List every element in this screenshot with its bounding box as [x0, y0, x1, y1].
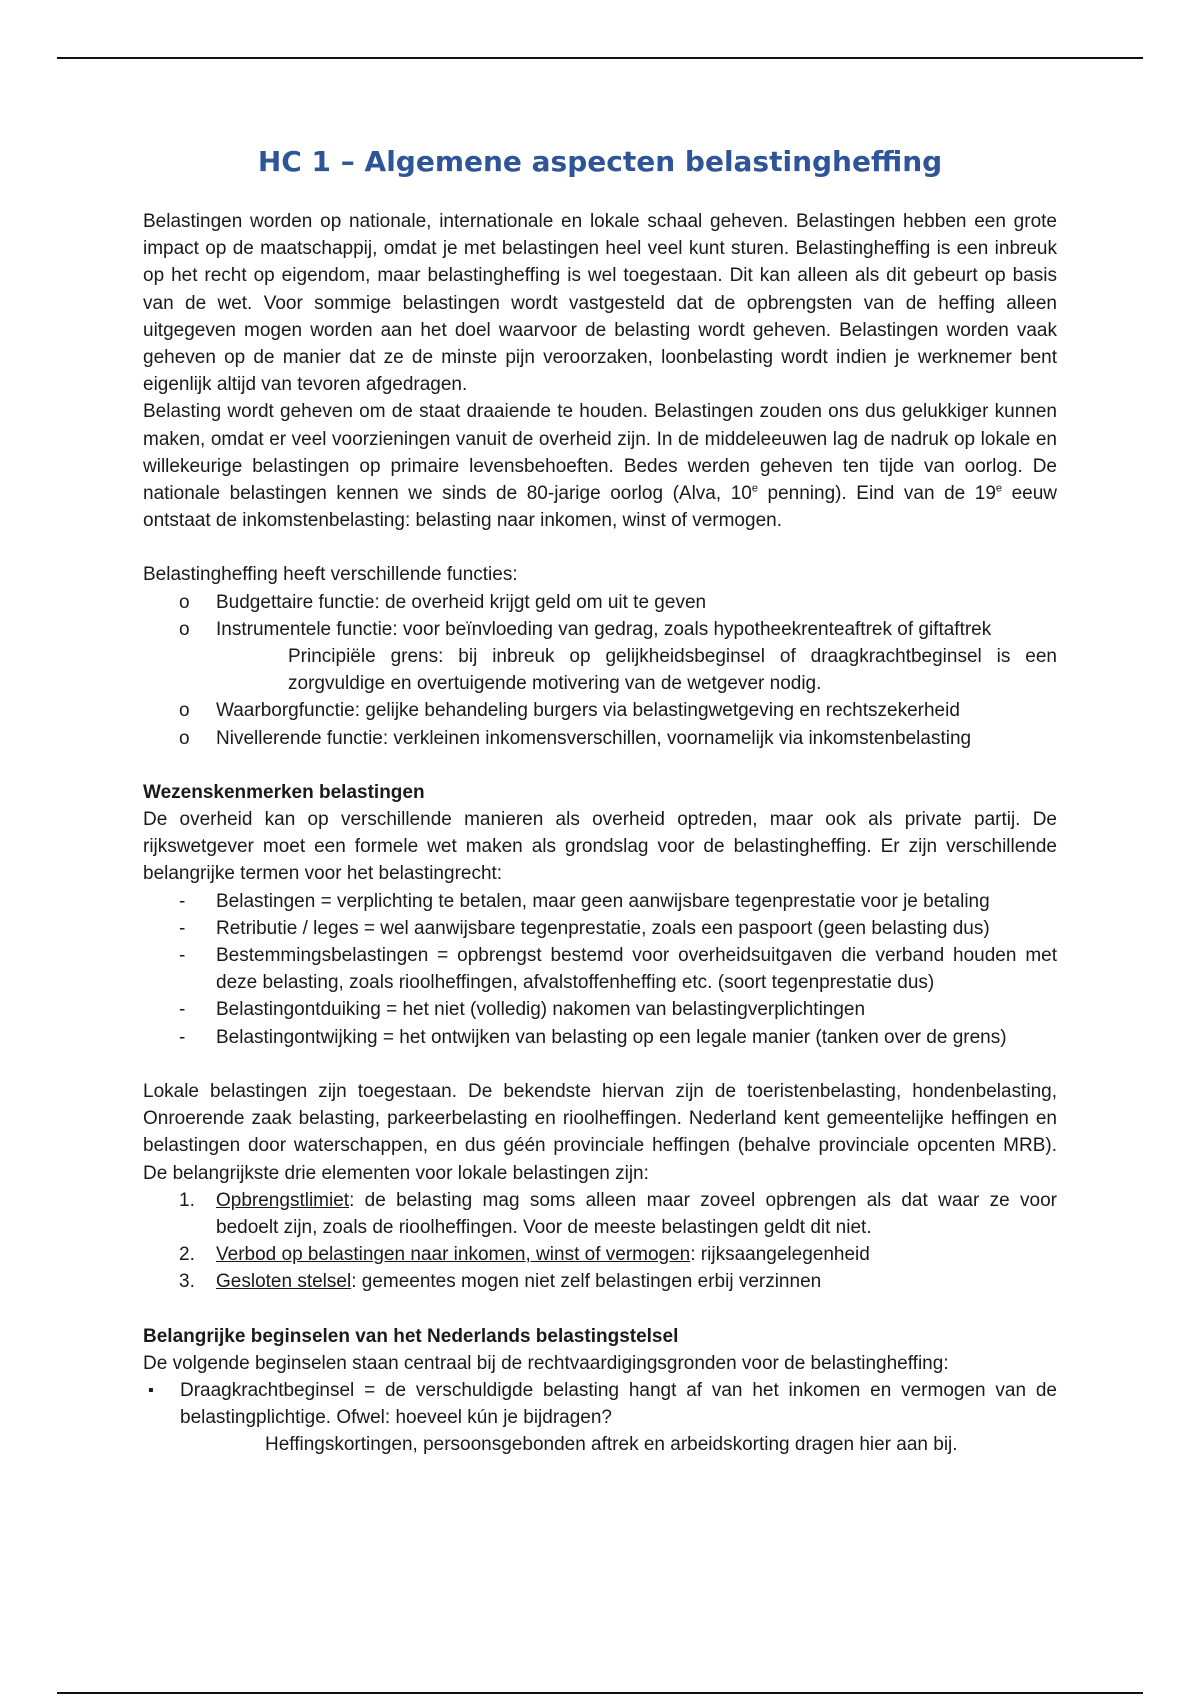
dash-bullet-icon: -: [179, 945, 186, 967]
intro-p2-text-3: eeuw ontstaat de inkomstenbelasting: belasting naar inkomen, winst of vermogen.: [143, 483, 1057, 532]
superscript-e: e: [751, 482, 758, 495]
list-item: o Budgettaire functie: de overheid krijgt geld om uit te geven: [143, 589, 1057, 616]
item-term: Gesloten stelsel: [216, 1271, 352, 1293]
sub-list-item: Heffingskortingen, persoonsgebonden aftrek en arbeidskorting dragen hier aan bij.: [265, 1434, 958, 1456]
beginselen-list: [143, 1377, 1057, 1459]
dash-bullet-icon: -: [179, 999, 186, 1021]
intro-p2-text-2: penning). Eind van de 19: [757, 483, 996, 505]
section-heading-beginselen: Belangrijke beginselen van het Nederlands belastingstelsel: [143, 1325, 679, 1347]
wezens-intro: De overheid kan op verschillende manieren als overheid optreden, maar ook als private partij. De rijkswetgever moet een formele wet maken als grondslag voor de belastingheffing. Er zijn verschillende belangrijke termen voor het belastingrecht:: [143, 809, 1057, 885]
intro-p2-text-1: Belasting wordt geheven om de staat draaiende te houden. Belastingen zouden ons dus gelukkiger kunnen maken, omdat er veel voorzieningen vanuit de overheid zijn. In de middeleeuwen lag de nadruk op lokale en willekeurige belastingen op primaire levensbehoeften. Bedes werden geheven ten tijde van oorlog. De nationale belastingen kennen we sinds de 80-jarige oorlog (Alva, 10: [143, 401, 1057, 505]
numbered-item: 2. Verbod op belastingen naar inkomen, winst of vermogen: rijksaangelegenheid: [143, 1241, 1057, 1268]
numbered-item: 1. Opbrengstlimiet: de belasting mag soms alleen maar zoveel opbrengen als dat waar ze voor bedoelt zijn, zoals de rioolheffingen. Voor de meeste belastingen geldt dit niet.: [143, 1187, 1057, 1241]
circle-bullet-icon: o: [179, 618, 190, 640]
section-heading-wezenskenmerken: Wezenskenmerken belastingen: [143, 781, 425, 803]
list-item: - Bestemmingsbelastingen = opbrengst bestemd voor overheidsuitgaven die verband houden met deze belasting, zoals rioolheffingen, afvalstoffenheffing etc. (soort tegenprestatie dus): [143, 942, 1057, 996]
list-item: o Nivellerende functie: verkleinen inkomensverschillen, voornamelijk via inkomstenbelasting: [143, 725, 1057, 752]
functions-intro: Belastingheffing heeft verschillende functies:: [143, 564, 518, 586]
list-item: ▪ Draagkrachtbeginsel = de verschuldigde belasting hangt af van het inkomen en vermogen van de belastingplichtige. Ofwel: hoeveel kún je bijdragen?: [143, 1377, 1057, 1431]
beginselen-intro: De volgende beginselen staan centraal bij de rechtvaardigingsgronden voor de belastingheffing:: [143, 1352, 949, 1374]
list-item: - Belastingen = verplichting te betalen, maar geen aanwijsbare tegenprestatie voor je betaling: [143, 888, 1057, 915]
document-body: [143, 138, 1057, 1459]
square-bullet-icon: ▪: [148, 1381, 154, 1399]
lokaal-intro: Lokale belastingen zijn toegestaan. De bekendste hiervan zijn de toeristenbelasting, hondenbelasting, Onroerende zaak belasting, parkeerbelasting en rioolheffingen. Nederland kent gemeentelijke heffingen en belastingen door waterschappen, en dus géén provinciale heffingen (behalve provinciale opcenten MRB). De belangrijkste drie elementen voor lokale belastingen zijn:: [143, 1080, 1057, 1184]
superscript-e: e: [995, 482, 1003, 495]
dash-bullet-icon: -: [179, 890, 186, 912]
intro-paragraph-2: [143, 398, 1057, 534]
list-item: o Instrumentele functie: voor beïnvloeding van gedrag, zoals hypotheekrenteaftrek of giftaftrek: [143, 616, 1057, 643]
terms-list: [143, 888, 1057, 1051]
page-title: HC 1 – Algemene aspecten belastingheffing: [257, 145, 943, 178]
circle-bullet-icon: o: [179, 700, 190, 722]
sub-list-item: Principiële grens: bij inbreuk op gelijkheidsbeginsel of draagkrachtbeginsel is een zorgvuldige en overtuigende motivering van de wetgever nodig.: [288, 646, 1057, 695]
item-number: 1.: [179, 1189, 195, 1211]
item-term: Opbrengstlimiet: [216, 1189, 350, 1211]
list-item: - Belastingontduiking = het niet (volledig) nakomen van belastingverplichtingen: [143, 996, 1057, 1023]
item-term: Verbod op belastingen naar inkomen, winst of vermogen: [216, 1244, 691, 1266]
lokaal-list: [143, 1187, 1057, 1296]
functions-list: [143, 589, 1057, 752]
item-number: 3.: [179, 1271, 195, 1293]
list-item: - Retributie / leges = wel aanwijsbare tegenprestatie, zoals een paspoort (geen belasting dus): [143, 915, 1057, 942]
circle-bullet-icon: o: [179, 727, 190, 749]
header-rule: [57, 57, 1143, 59]
intro-paragraph-1: Belastingen worden op nationale, internationale en lokale schaal geheven. Belastingen hebben een grote impact op de maatschappij, omdat je met belastingen heel veel kunt sturen. Belastingheffing is een inbreuk op het recht op eigendom, maar belastingheffing is wel toegestaan. Dit kan alleen als dit gebeurt op basis van de wet. Voor sommige belastingen wordt vastgesteld dat de opbrengsten van de heffing alleen uitgegeven mogen worden aan het doel waarvoor de belasting wordt geheven. Belastingen worden vaak geheven op de manier dat ze de minste pijn veroorzaken, loonbelasting wordt indien je werknemer bent eigenlijk altijd van tevoren afgedragen.: [143, 211, 1057, 396]
dash-bullet-icon: -: [179, 917, 186, 939]
circle-bullet-icon: o: [179, 591, 190, 613]
dash-bullet-icon: -: [179, 1026, 186, 1048]
list-item: - Belastingontwijking = het ontwijken van belasting op een legale manier (tanken over de grens): [143, 1024, 1057, 1051]
item-number: 2.: [179, 1244, 195, 1266]
footer-rule: [57, 1692, 1143, 1694]
list-item: o Waarborgfunctie: gelijke behandeling burgers via belastingwetgeving en rechtszekerheid: [143, 697, 1057, 724]
numbered-item: 3. Gesloten stelsel: gemeentes mogen niet zelf belastingen erbij verzinnen: [143, 1268, 1057, 1295]
